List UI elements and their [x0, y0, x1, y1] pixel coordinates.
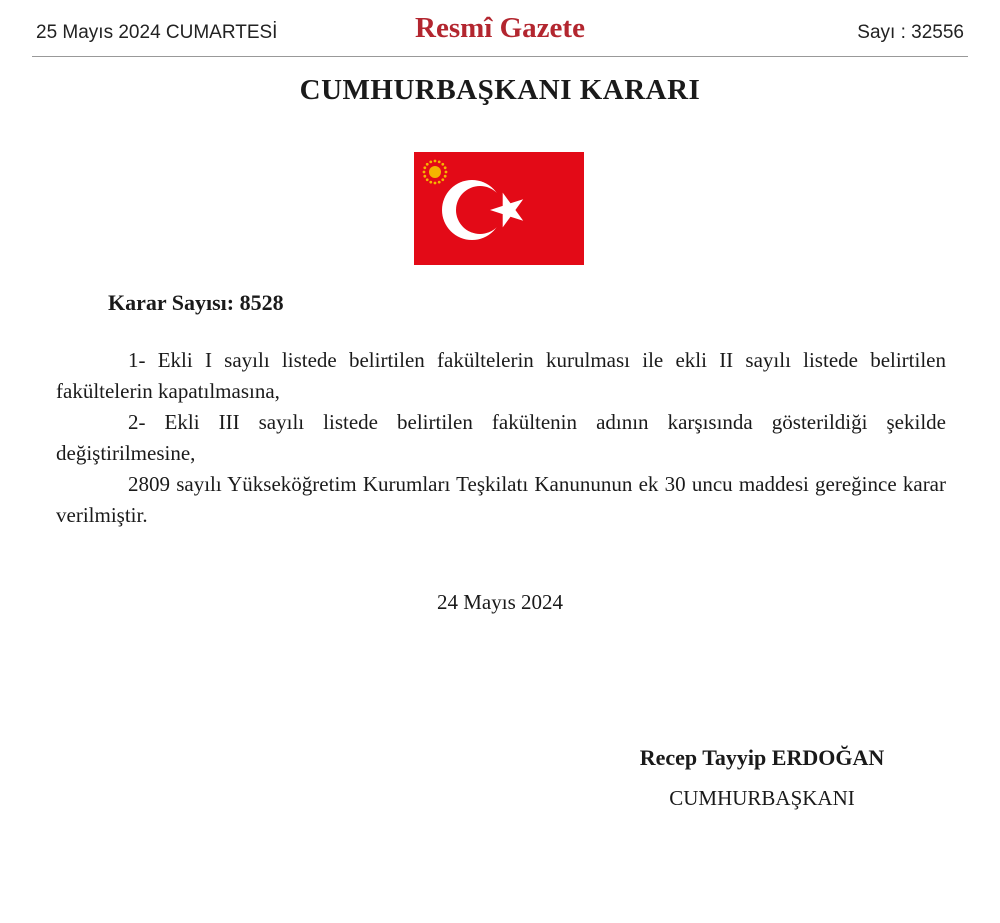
- emblem-star-icon: [444, 166, 447, 169]
- emblem-star-icon: [423, 175, 426, 178]
- publication-date: 25 Mayıs 2024 CUMARTESİ: [36, 22, 278, 43]
- issue-number: Sayı : 32556: [857, 22, 964, 43]
- header-divider: [32, 56, 968, 57]
- gazette-header: [36, 12, 964, 52]
- emblem-star-icon: [429, 160, 432, 163]
- emblem-star-icon: [441, 163, 444, 166]
- emblem-star-icon: [434, 160, 437, 163]
- turkish-flag-icon: [414, 152, 584, 265]
- emblem-star-icon: [438, 160, 441, 163]
- paragraph-2: 2- Ekli III sayılı listede belirtilen fakültenin adının karşısında gösterildiği şekilde değiştirilmesine,: [56, 410, 946, 465]
- emblem-star-icon: [444, 175, 447, 178]
- emblem-star-icon: [438, 181, 441, 184]
- paragraph-3: 2809 sayılı Yükseköğretim Kurumları Teşkilatı Kanununun ek 30 uncu maddesi gereğince karar verilmiştir.: [56, 472, 946, 527]
- decision-body: [56, 345, 946, 531]
- gazette-title: Resmî Gazete: [415, 12, 585, 44]
- emblem-star-icon: [423, 166, 426, 169]
- emblem-star-icon: [445, 171, 448, 174]
- document-title: CUMHURBAŞKANI KARARI: [299, 74, 701, 106]
- emblem-star-icon: [441, 178, 444, 181]
- signer-name: Recep Tayyip ERDOĞAN: [639, 745, 885, 770]
- decision-number: Karar Sayısı: 8528: [108, 290, 284, 315]
- paragraph-1: 1- Ekli I sayılı listede belirtilen fakültelerin kurulması ile ekli II sayılı listede belirtilen fakültelerin kapatılmasına,: [56, 348, 946, 403]
- emblem-star-icon: [429, 181, 432, 184]
- emblem-star-icon: [434, 182, 437, 185]
- signer-title: CUMHURBAŞKANI: [669, 786, 855, 810]
- emblem-star-icon: [423, 171, 426, 174]
- emblem-star-icon: [426, 178, 429, 181]
- emblem-star-icon: [426, 163, 429, 166]
- decision-date: 24 Mayıs 2024: [437, 590, 563, 614]
